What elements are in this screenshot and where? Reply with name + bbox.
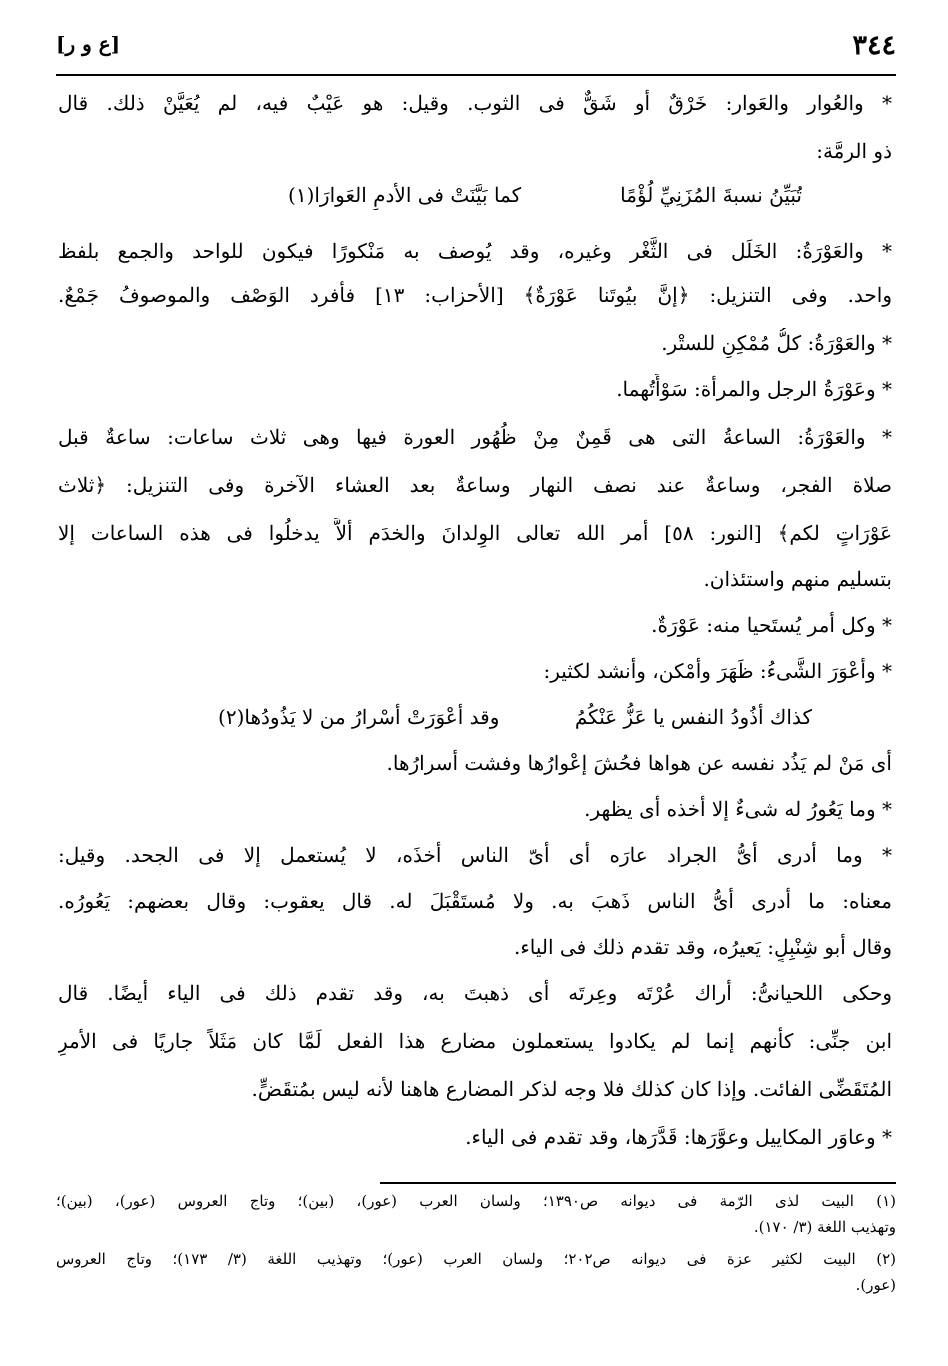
page-number: ٣٤٤ [852,30,896,61]
text-line: عَوْرَاتٍ لكم﴾ [النور: ٥٨] أمر الله تعالى الوِلدانَ والخدَم ألاَّ يدخلُوا فى هذه الساعات إلا [58,521,892,545]
verse-second-hemistich: وقد أعْوَرَتْ أسْرارُ من لا يَذُودُها(٢) [218,705,500,729]
text-line: ذو الرمَّة: [816,139,892,163]
footnote-line: (١) البيت لذى الرّمة فى ديوانه ص١٣٩٠؛ ولسان العرب (عور)، (بين)؛ وتاج العروس (عور)، (بين)؛ [56,1192,896,1210]
text-line: * وعاوَر المكاييل وعوَّرَها: قَدَّرَها، وقد تقدم فى الياء. [465,1125,892,1149]
text-line: * وأعْوَرَ الشَّىءُ: ظَهَرَ وأمْكن، وأنشد لكثير: [543,659,892,683]
text-line: وقال أبو شِنْبِلٍ: يَعيرُه، وقد تقدم ذلك فى الياء. [514,935,892,959]
footnote-line: وتهذيب اللغة (٣/ ١٧٠). [753,1218,896,1236]
text-line: المُتَقَضِّى الفائت. وإذا كان كذلك فلا وجه لذكر المضارع هاهنا لأنه ليس بمُتقَضٍّ. [251,1077,892,1101]
footnote-line: (عور). [855,1276,896,1294]
text-line: * والعَوْرَةُ: كلُّ مُمْكِنٍ للستْر. [661,331,892,355]
text-line: أى مَنْ لم يَذُد نفسه عن هواها فحُشَ إعْوارُها وفشت أسرارُها. [386,751,892,775]
verse-first-hemistich: كذاك أذُودُ النفس يا عَزُّ عَنْكُمُ [574,705,812,729]
text-line: ابن جنِّى: كأنهم إنما لم يكادوا يستعملون مضارع هذا الفعل لَمَّا كان مَثَلاً جاريًا فى الأمرِ [58,1029,892,1053]
text-line: * والعُوار والعَوار: خَرْقٌ أو شَقٌّ فى الثوب. وقيل: هو عَيْبٌ فيه، لم يُعَيَّنْ ذلك. قال [58,91,892,115]
text-line: بتسليم منهم واستئذان. [703,567,892,591]
root-letters: [ع و ر] [56,32,121,56]
text-line: معناه: ما أدرى أىُّ الناس ذَهبَ به. ولا مُستَقْبَلَ له. قال يعقوب: وقال بعضهم: يَعُورُه. [58,889,892,913]
footnote-rule [380,1182,896,1184]
text-line: * وعَوْرَةُ الرجل والمرأة: سَوْأَتُهما. [616,377,892,401]
header-rule [56,74,896,76]
text-line: واحد. وفى التنزيل: ﴿إنَّ بيُوتَنا عَوْرَةٌ﴾ [الأحزاب: ١٣] فأفرد الوَصْف والموصوفُ جَمْعٌ. [58,283,892,307]
text-line: * والعَوْرَةُ: الساعةُ التى هى قَمِنٌ مِنْ ظُهُور العورة فيها وهى ثلاث ساعات: ساعةٌ قبل [58,425,892,449]
verse-line [218,702,812,732]
page-header [56,30,896,70]
text-line: وحكى اللحيانىُّ: أراك عُرْتَه وعِرتَه أى ذهبتَ به، وقد تقدم ذلك فى الياء أيضًا. قال [58,981,892,1005]
text-line: صلاة الفجر، وساعةٌ عند نصف النهار وساعةٌ بعد العشاء الآخرة وفى التنزيل: ﴿ثلاث [58,473,892,497]
verse-first-hemistich: تُبَيِّنُ نسبةَ المُزَنِيِّ لُؤْمًا [620,183,802,207]
verse-second-hemistich: كما بَيَّنَتْ فى الأدمِ العَوارَا(١) [288,183,522,207]
text-line: * وكل أمر يُستَحيا منه: عَوْرَةٌ. [651,613,892,637]
text-line: * وما أدرى أىُّ الجراد عارَه أى أىّ الناس أخذَه، لا يُستعمل إلا فى الجحد. وقيل: [58,843,892,867]
footnote-line: (٢) البيت لكثير عزة فى ديوانه ص٢٠٢؛ ولسان العرب (عور)؛ وتهذيب اللغة (٣/ ١٧٣)؛ وتاج العروس [56,1250,896,1268]
text-line: * والعَوْرَةُ: الخَلَل فى الثَّغْر وغيره، وقد يُوصف به مَنْكورًا فيكون للواحد والجمع بلفظ [58,239,892,263]
verse-line [288,180,802,210]
text-line: * وما يَعُورُ له شىءٌ إلا أخذه أى يظهر. [584,797,892,821]
